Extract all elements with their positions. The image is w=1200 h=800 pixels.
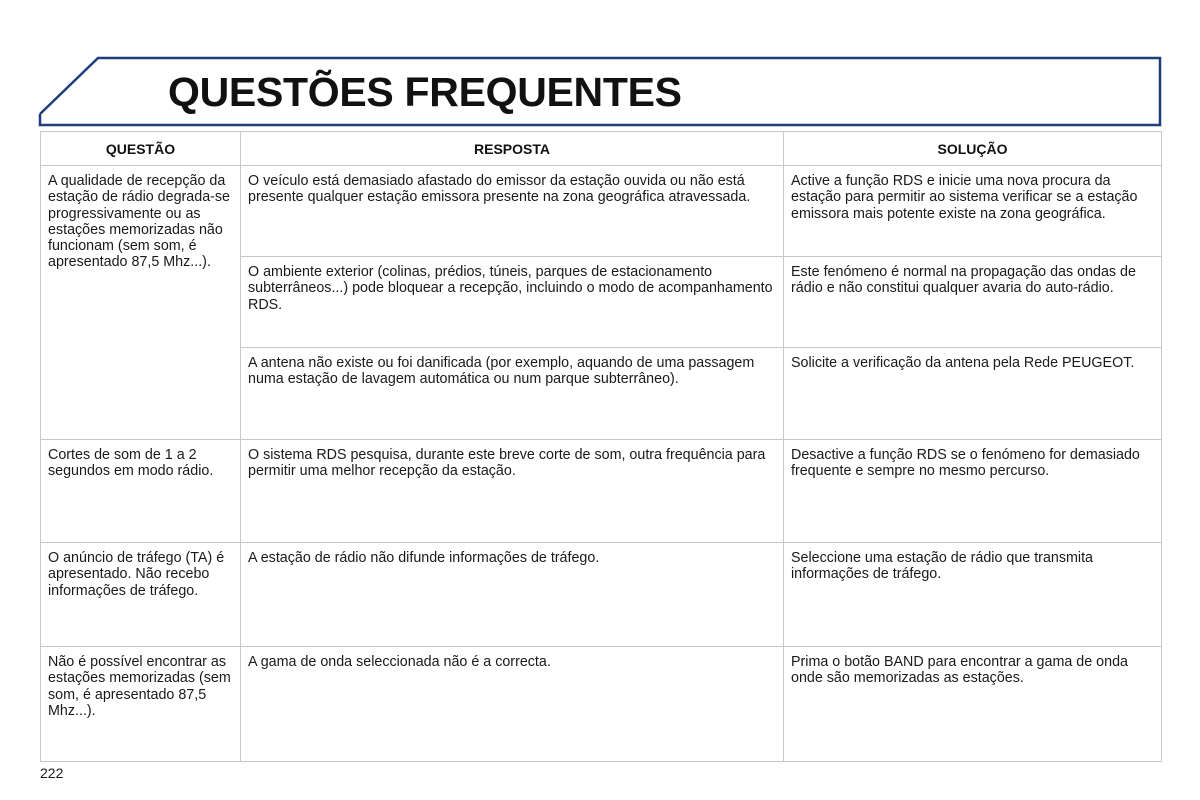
table-header-row [41, 132, 1162, 166]
question-cell: A qualidade de recepção da estação de rádio degrada-se progressivamente ou as estações memorizadas não funcionam (sem som, é apresentado 87,5 Mhz...). [41, 166, 241, 440]
answer-cell: A antena não existe ou foi danificada (por exemplo, aquando de uma passagem numa estação de lavagem automática ou num parque subterrâneo). [241, 348, 784, 440]
table-row [41, 647, 1162, 762]
answer-cell: A gama de onda seleccionada não é a correcta. [241, 647, 784, 762]
solution-cell: Seleccione uma estação de rádio que transmita informações de tráfego. [784, 543, 1162, 647]
solution-cell: Solicite a verificação da antena pela Rede PEUGEOT. [784, 348, 1162, 440]
column-header-answer: RESPOSTA [241, 132, 784, 166]
answer-cell: O ambiente exterior (colinas, prédios, túneis, parques de estacionamento subterrâneos...) pode bloquear a recepção, incluindo o modo de acompanhamento RDS. [241, 257, 784, 348]
faq-table [40, 131, 1162, 762]
solution-cell: Desactive a função RDS se o fenómeno for demasiado frequente e sempre no mesmo percurso. [784, 440, 1162, 543]
solution-cell: Este fenómeno é normal na propagação das ondas de rádio e não constitui qualquer avaria do auto-rádio. [784, 257, 1162, 348]
column-header-question: QUESTÃO [41, 132, 241, 166]
answer-cell: O veículo está demasiado afastado do emissor da estação ouvida ou não está presente qualquer estação emissora presente na zona geográfica atravessada. [241, 166, 784, 257]
answer-cell: A estação de rádio não difunde informações de tráfego. [241, 543, 784, 647]
page-title: QUESTÕES FREQUENTES [168, 69, 682, 115]
question-cell: Não é possível encontrar as estações memorizadas (sem som, é apresentado 87,5 Mhz...). [41, 647, 241, 762]
table-row [41, 543, 1162, 647]
question-cell: Cortes de som de 1 a 2 segundos em modo rádio. [41, 440, 241, 543]
answer-cell: O sistema RDS pesquisa, durante este breve corte de som, outra frequência para permitir uma melhor recepção da estação. [241, 440, 784, 543]
question-cell: O anúncio de tráfego (TA) é apresentado. Não recebo informações de tráfego. [41, 543, 241, 647]
solution-cell: Active a função RDS e inicie uma nova procura da estação para permitir ao sistema verificar se a estação emissora mais potente existe na zona geográfica. [784, 166, 1162, 257]
solution-cell: Prima o botão BAND para encontrar a gama de onda onde são memorizadas as estações. [784, 647, 1162, 762]
table-row [41, 166, 1162, 257]
table-row [41, 440, 1162, 543]
page-number: 222 [40, 765, 64, 781]
column-header-solution: SOLUÇÃO [784, 132, 1162, 166]
